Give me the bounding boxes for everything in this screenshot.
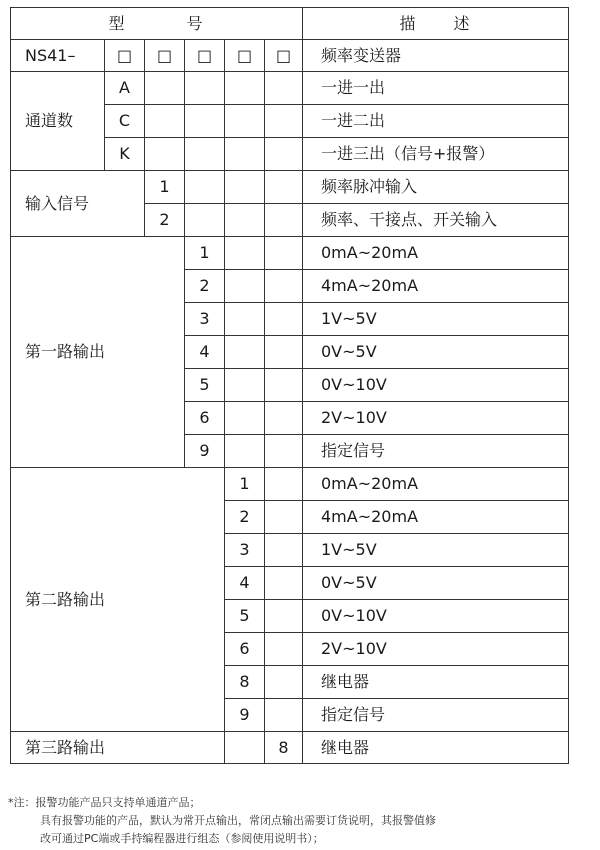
output2-desc: 0mA~20mA bbox=[303, 468, 569, 501]
code-box-4: □ bbox=[225, 40, 265, 72]
output1-desc: 4mA~20mA bbox=[303, 270, 569, 303]
footnote-line: 改可通过PC端或手持编程器进行组态（参阅使用说明书）； bbox=[40, 832, 324, 845]
input-code: 2 bbox=[145, 204, 185, 237]
output3-code: 8 bbox=[265, 732, 303, 764]
code-box-1: □ bbox=[105, 40, 145, 72]
input-code: 1 bbox=[145, 171, 185, 204]
output1-code: 2 bbox=[185, 270, 225, 303]
output1-desc: 指定信号 bbox=[303, 435, 569, 468]
output2-code: 4 bbox=[225, 567, 265, 600]
output1-desc: 0V~10V bbox=[303, 369, 569, 402]
output1-code: 9 bbox=[185, 435, 225, 468]
footnote-line: *注：报警功能产品只支持单通道产品； bbox=[8, 796, 201, 809]
output2-code: 8 bbox=[225, 666, 265, 699]
footnote-line: 具有报警功能的产品，默认为常开点输出，常闭点输出需要订货说明，其报警值修 bbox=[40, 814, 436, 827]
input-signal-label: 输入信号 bbox=[11, 171, 145, 237]
output2-desc: 0V~5V bbox=[303, 567, 569, 600]
model-prefix: NS41– bbox=[11, 40, 105, 72]
output1-code: 1 bbox=[185, 237, 225, 270]
code-box-5: □ bbox=[265, 40, 303, 72]
input-desc: 频率脉冲输入 bbox=[303, 171, 569, 204]
output1-desc: 0mA~20mA bbox=[303, 237, 569, 270]
footnote bbox=[8, 794, 593, 848]
channel-code: C bbox=[105, 105, 145, 138]
output2-code: 2 bbox=[225, 501, 265, 534]
model-description: 频率变送器 bbox=[303, 40, 569, 72]
code-box-3: □ bbox=[185, 40, 225, 72]
output2-label: 第二路输出 bbox=[11, 468, 225, 732]
header-description: 描 述 bbox=[303, 8, 569, 40]
output2-desc: 2V~10V bbox=[303, 633, 569, 666]
channel-code: A bbox=[105, 72, 145, 105]
output2-code: 5 bbox=[225, 600, 265, 633]
header-model: 型 号 bbox=[11, 8, 303, 40]
output1-code: 6 bbox=[185, 402, 225, 435]
channel-desc: 一进一出 bbox=[303, 72, 569, 105]
output2-desc: 0V~10V bbox=[303, 600, 569, 633]
input-desc: 频率、干接点、开关输入 bbox=[303, 204, 569, 237]
channel-desc: 一进二出 bbox=[303, 105, 569, 138]
output1-desc: 0V~5V bbox=[303, 336, 569, 369]
output2-desc: 指定信号 bbox=[303, 699, 569, 732]
output2-desc: 继电器 bbox=[303, 666, 569, 699]
output3-label: 第三路输出 bbox=[11, 732, 225, 764]
output2-code: 1 bbox=[225, 468, 265, 501]
channels-label: 通道数 bbox=[11, 72, 105, 171]
output2-desc: 4mA~20mA bbox=[303, 501, 569, 534]
output1-desc: 2V~10V bbox=[303, 402, 569, 435]
output1-code: 4 bbox=[185, 336, 225, 369]
channel-code: K bbox=[105, 138, 145, 171]
model-selection-table bbox=[10, 7, 569, 764]
output2-code: 6 bbox=[225, 633, 265, 666]
output1-code: 3 bbox=[185, 303, 225, 336]
channel-desc: 一进三出（信号+报警） bbox=[303, 138, 569, 171]
output1-desc: 1V~5V bbox=[303, 303, 569, 336]
output1-code: 5 bbox=[185, 369, 225, 402]
output1-label: 第一路输出 bbox=[11, 237, 185, 468]
output3-desc: 继电器 bbox=[303, 732, 569, 764]
output2-code: 3 bbox=[225, 534, 265, 567]
output2-desc: 1V~5V bbox=[303, 534, 569, 567]
output2-code: 9 bbox=[225, 699, 265, 732]
code-box-2: □ bbox=[145, 40, 185, 72]
